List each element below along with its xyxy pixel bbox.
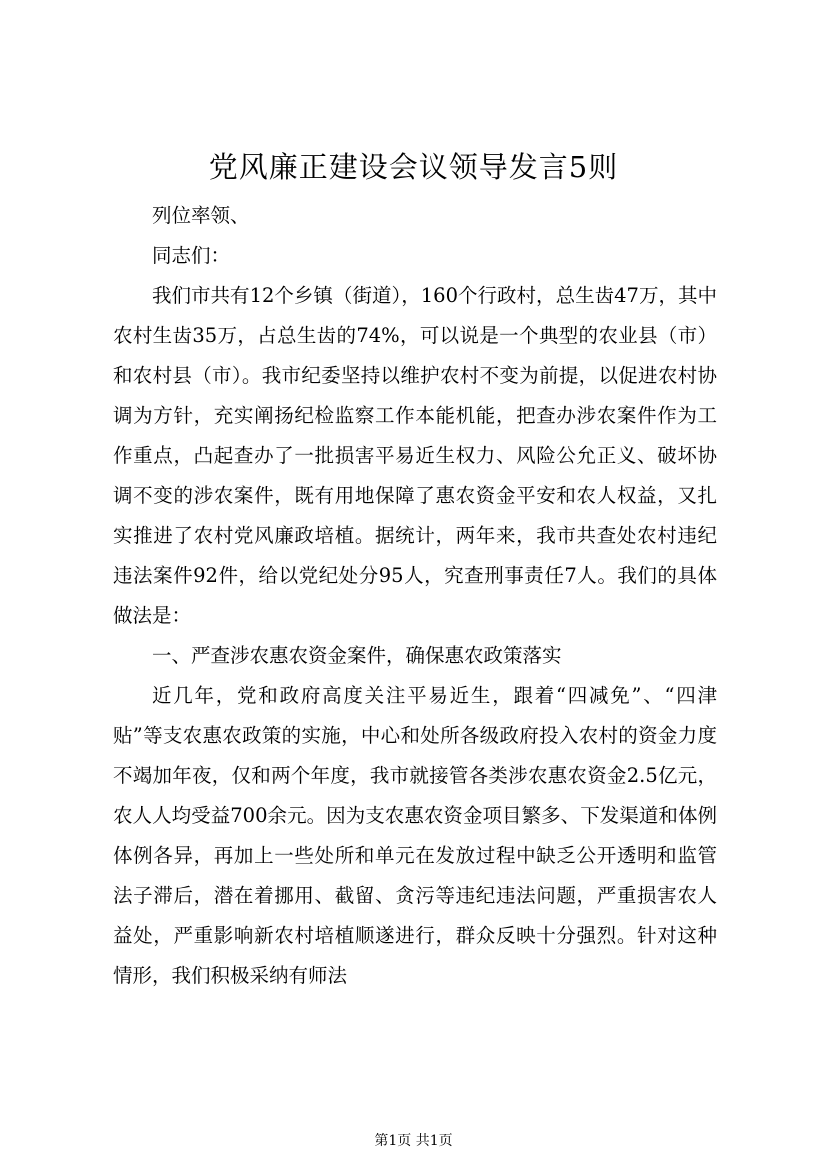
document-title: 党风廉正建设会议领导发言5则 — [208, 150, 619, 184]
section-heading: 一、严查涉农惠农资金案件，确保惠农政策落实 — [152, 644, 562, 667]
salutation-comrades: 同志们： — [152, 244, 231, 267]
page-footer: 第1页 共1页 — [374, 1133, 453, 1149]
body-paragraph: 我们市共有12个乡镇（街道），160个行政村，总生齿47万，其中农村生齿35万，占总生齿的74%，可以说是一个典型的农业县（市）和农村县（市）。我市纪委坚持以维护农村不变为前提，以促进农村协调为方针，充实阐扬纪检监察工作本能机能，把查办涉农案件作为工作重点，凸起查办了一批损害平易近生权力、风险公允正义、破坏协调不变的涉农案件，既有用地保障了惠农资金平安和农人权益，又扎实推进了农村党风廉政培植。据统计，两年来，我市共查处农村违纪违法案件92件，给以党纪处分95人，究查刑事责任7人。我们的具体做法是： — [113, 284, 717, 627]
body-paragraph: 近几年，党和政府高度关注平易近生，跟着“四减免”、“四津贴”等支农惠农政策的实施，中心和处所各级政府投入农村的资金力度不竭加年夜，仅和两个年度，我市就接管各类涉农惠农资金2.5亿元，农人人均受益700余元。因为支农惠农资金项目繁多、下发渠道和体例体例各异，再加上一些处所和单元在发放过程中缺乏公开透明和监管法子滞后，潜在着挪用、截留、贪污等违纪违法问题，严重损害农人益处，严重影响新农村培植顺遂进行，群众反映十分强烈。针对这种情形，我们积极采纳有师法 — [113, 684, 717, 987]
document-body — [113, 196, 717, 996]
salutation-leaders: 列位率领、 — [152, 204, 250, 227]
